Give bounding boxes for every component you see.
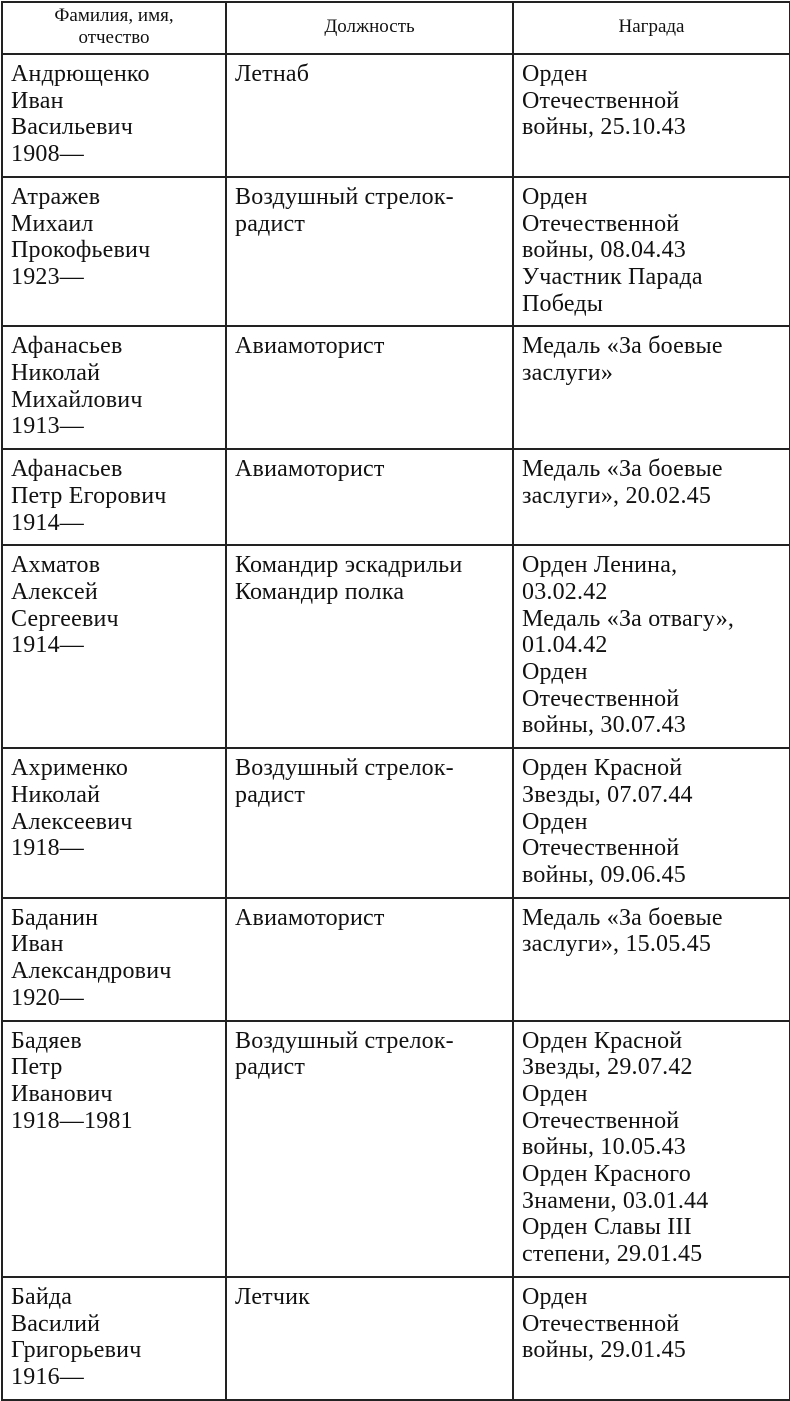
cell-full-name-line: Прокофьевич [11,237,151,264]
table-row [2,1277,790,1400]
cell-position [226,1277,513,1400]
cell-position-line: Авиамоторист [235,904,385,931]
awards-table [1,1,790,1401]
cell-award-line: войны, 29.01.45 [522,1337,686,1364]
cell-award-line: Орден [522,659,588,686]
cell-full-name-line: Байда [11,1283,73,1310]
cell-full-name-line: Петр [11,1054,63,1081]
table-header-row [2,2,790,54]
cell-full-name-line: 1918—1981 [11,1107,133,1134]
cell-full-name-line: Григорьевич [11,1337,142,1364]
cell-full-name-line: Иван [11,931,64,958]
cell-award [513,326,790,449]
cell-position-line: Авиамоторист [235,333,385,360]
cell-position-line: Командир полка [235,578,405,605]
cell-award-line: Медаль «За боевые [522,456,723,483]
cell-award-line: степени, 29.01.45 [522,1241,703,1268]
cell-award-line: Отечественной [522,835,680,862]
cell-full-name-line: 1914— [11,509,84,536]
cell-award-line: войны, 09.06.45 [522,861,686,888]
cell-award [513,177,790,327]
cell-full-name [2,1021,226,1277]
cell-full-name-line: Александрович [11,958,172,985]
cell-position-line: Воздушный стрелок- [235,755,454,782]
cell-award-line: Участник Парада [522,263,703,290]
cell-award [513,898,790,1021]
cell-position-line: радист [235,781,306,808]
cell-award [513,449,790,545]
cell-award-line: 03.02.42 [522,578,608,605]
cell-full-name-line: 1914— [11,632,84,659]
cell-position [226,449,513,545]
cell-full-name [2,54,226,177]
cell-position [226,177,513,327]
cell-award-line: заслуги», 15.05.45 [522,931,712,958]
cell-award-line: Знамени, 03.01.44 [522,1187,709,1214]
cell-full-name-line: Афанасьев [11,456,123,483]
table-row [2,898,790,1021]
cell-award [513,545,790,748]
cell-award-line: Отечественной [522,210,680,237]
cell-full-name-line: Михайлович [11,386,143,413]
cell-award-line: Орден [522,808,588,835]
cell-full-name-line: Иван [11,87,64,114]
cell-full-name [2,545,226,748]
cell-position [226,326,513,449]
cell-award-line: Орден [522,61,588,87]
cell-position [226,545,513,748]
header-full-name [2,2,226,54]
cell-position [226,898,513,1021]
cell-position-line: радист [235,1054,306,1081]
cell-full-name [2,1277,226,1400]
cell-award-line: Орден Красного [522,1161,691,1188]
cell-full-name-line: Николай [11,360,101,387]
cell-award [513,1277,790,1400]
cell-full-name-line: Бадяев [11,1027,82,1054]
cell-full-name-line: Петр Егорович [11,482,167,509]
cell-full-name-line: Сергеевич [11,605,119,632]
cell-award-line: Отечественной [522,685,680,712]
cell-full-name-line: Баданин [11,904,99,931]
cell-award-line: Орден [522,183,588,210]
cell-award-line: войны, 30.07.43 [522,712,686,739]
header-line: Награда [618,16,685,37]
cell-full-name-line: 1908— [11,141,84,168]
cell-award-line: Орден Красной [522,755,683,782]
table-row [2,177,790,327]
cell-position-line: Авиамоторист [235,456,385,483]
cell-award-line: 01.04.42 [522,632,608,659]
cell-full-name-line: Алексеевич [11,808,133,835]
cell-full-name-line: 1918— [11,835,84,862]
cell-award-line: Орден Славы III [522,1214,692,1241]
table-row [2,748,790,898]
header-award [513,2,790,54]
cell-award-line: Медаль «За отвагу», [522,605,735,632]
cell-position-line: Командир эскадрильи [235,552,463,579]
cell-full-name-line: Алексей [11,578,98,605]
cell-position [226,748,513,898]
cell-full-name-line: Николай [11,781,101,808]
cell-full-name-line: Михаил [11,210,94,237]
cell-position-line: радист [235,210,306,237]
table-row [2,1021,790,1277]
cell-full-name-line: 1920— [11,984,84,1011]
cell-award-line: Орден [522,1283,588,1310]
cell-award-line: Звезды, 07.07.44 [522,781,693,808]
cell-award-line: Медаль «За боевые [522,333,723,360]
cell-award-line: Отечественной [522,87,680,114]
header-position [226,2,513,54]
cell-award-line: Отечественной [522,1310,680,1337]
cell-award-line: Орден [522,1080,588,1107]
cell-full-name-line: Андрющенко [11,61,150,87]
cell-position [226,54,513,177]
cell-full-name [2,449,226,545]
cell-full-name-line: Атражев [11,183,101,210]
table-row [2,545,790,748]
cell-position-line: Летнаб [235,61,310,87]
cell-position-line: Летчик [235,1283,311,1310]
cell-position-line: Воздушный стрелок- [235,1027,454,1054]
table-row [2,326,790,449]
cell-full-name [2,898,226,1021]
cell-full-name-line: Иванович [11,1080,113,1107]
cell-award [513,54,790,177]
cell-full-name [2,177,226,327]
cell-award-line: войны, 10.05.43 [522,1134,686,1161]
header-line: Фамилия, имя, [54,5,174,26]
cell-full-name-line: Афанасьев [11,333,123,360]
cell-award-line: войны, 08.04.43 [522,237,686,264]
cell-award-line: заслуги», 20.02.45 [522,482,712,509]
cell-position [226,1021,513,1277]
table-body [2,54,790,1400]
header-line: отчество [78,27,150,48]
cell-full-name-line: Ахматов [11,552,101,579]
cell-award [513,1021,790,1277]
cell-full-name-line: Ахрименко [11,755,129,782]
cell-full-name-line: 1923— [11,263,84,290]
cell-award-line: Орден Красной [522,1027,683,1054]
header-line: Должность [324,16,415,37]
cell-full-name-line: 1913— [11,413,84,440]
cell-award-line: заслуги» [522,360,614,387]
cell-full-name [2,326,226,449]
cell-award-line: войны, 25.10.43 [522,114,686,141]
cell-full-name-line: 1916— [11,1363,84,1390]
table-row [2,54,790,177]
cell-award-line: Победы [522,290,604,317]
cell-position-line: Воздушный стрелок- [235,183,454,210]
cell-award-line: Отечественной [522,1107,680,1134]
cell-award-line: Звезды, 29.07.42 [522,1054,693,1081]
cell-full-name [2,748,226,898]
cell-full-name-line: Василий [11,1310,101,1337]
cell-award [513,748,790,898]
cell-full-name-line: Васильевич [11,114,133,141]
cell-award-line: Медаль «За боевые [522,904,723,931]
table-row [2,449,790,545]
cell-award-line: Орден Ленина, [522,552,678,579]
